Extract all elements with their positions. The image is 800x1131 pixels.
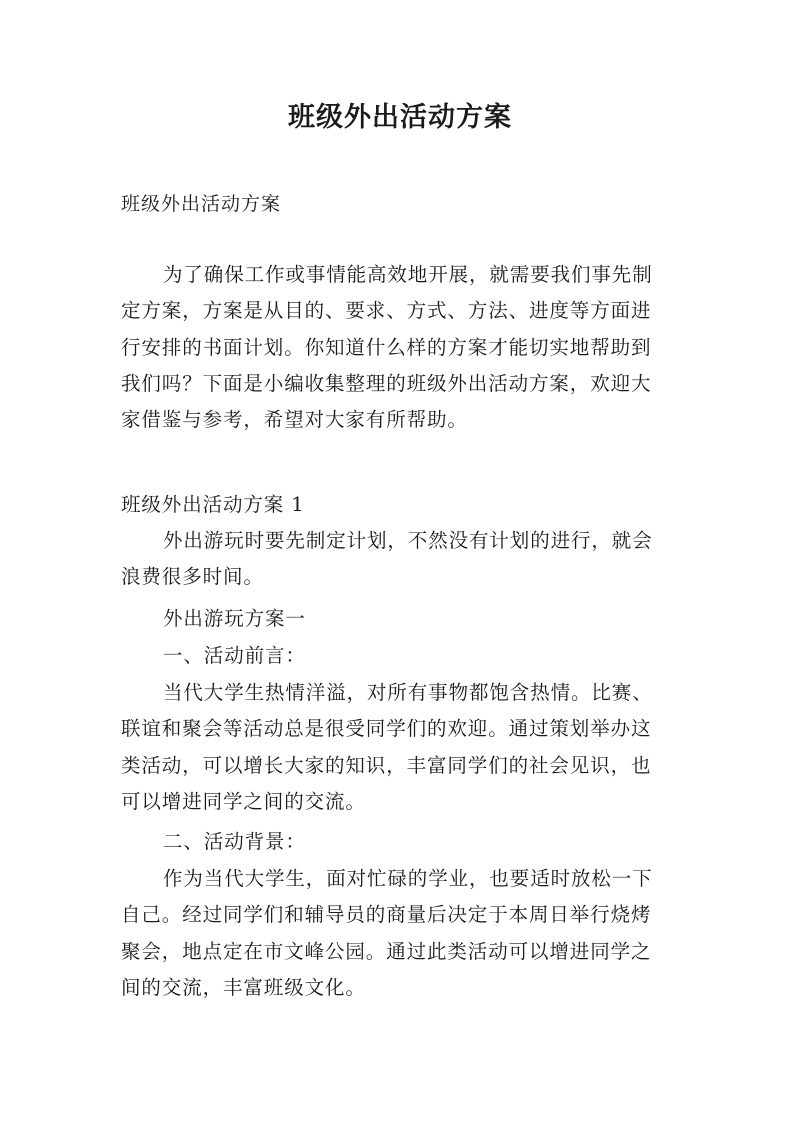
background-line: 作为当代大学生，面对忙碌的学业，也要适时放松一下 — [163, 867, 653, 890]
preface-line: 可以增进同学之间的交流。 — [121, 789, 366, 813]
intro-line: 为了确保工作或事情能高效地开展，就需要我们事先制 — [163, 263, 653, 286]
preface-line: 联谊和聚会等活动总是很受同学们的欢迎。通过策划举办这 — [121, 717, 652, 741]
intro-line: 行安排的书面计划。你知道什么样的方案才能切实地帮助到 — [121, 335, 652, 359]
preface-line: 类活动，可以增长大家的知识，丰富同学们的社会见识，也 — [121, 753, 652, 777]
background-line: 间的交流，丰富班级文化。 — [121, 975, 366, 999]
section-title: 班级外出活动方案 1 — [121, 493, 305, 516]
preface-paragraph — [121, 675, 686, 820]
intro-line: 定方案，方案是从目的、要求、方式、方法、进度等方面进 — [121, 299, 652, 323]
section-line: 浪费很多时间。 — [121, 565, 264, 589]
heading-background: 二、活动背景： — [163, 830, 306, 853]
background-paragraph — [121, 861, 686, 1006]
plan-title: 外出游玩方案一 — [163, 607, 306, 630]
document-title: 班级外出活动方案 — [288, 102, 512, 133]
intro-line: 家借鉴与参考，希望对大家有所帮助。 — [121, 408, 468, 432]
document-subtitle: 班级外出活动方案 — [121, 193, 282, 215]
section-line: 外出游玩时要先制定计划，不然没有计划的进行，就会 — [163, 529, 653, 552]
intro-paragraph — [121, 257, 686, 438]
intro-line: 我们吗？下面是小编收集整理的班级外出活动方案，欢迎大 — [121, 371, 652, 395]
background-line: 自己。经过同学们和辅导员的商量后决定于本周日举行烧烤 — [121, 903, 652, 927]
heading-preface: 一、活动前言： — [163, 644, 306, 667]
preface-line: 当代大学生热情洋溢，对所有事物都饱含热情。比赛、 — [163, 681, 653, 704]
section-paragraph — [121, 523, 686, 596]
background-line: 聚会，地点定在市文峰公园。通过此类活动可以增进同学之 — [121, 939, 652, 963]
